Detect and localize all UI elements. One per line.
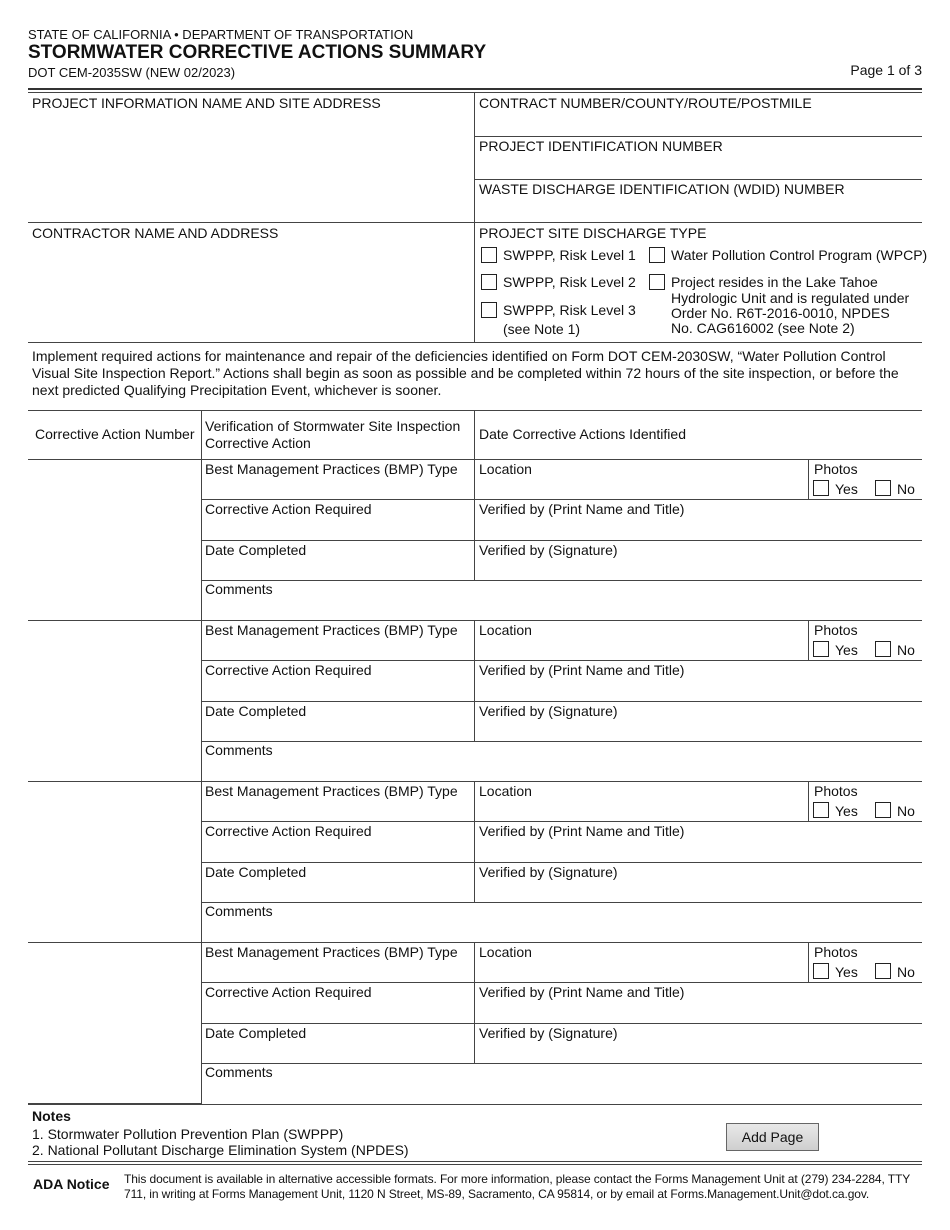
rule — [28, 459, 922, 460]
verified-print-label: Verified by (Print Name and Title) — [479, 501, 685, 517]
bmp-type-label: Best Management Practices (BMP) Type — [205, 944, 458, 960]
rule — [28, 1161, 922, 1162]
rule — [28, 410, 922, 411]
wpcp-checkbox[interactable] — [649, 247, 665, 263]
photos-divider — [808, 781, 809, 821]
photos-yes-checkbox[interactable] — [813, 802, 829, 818]
rule — [201, 862, 922, 863]
verified-signature-label: Verified by (Signature) — [479, 1025, 618, 1041]
action-required-label: Corrective Action Required — [205, 662, 372, 678]
photos-no-label: No — [897, 642, 915, 658]
rule — [201, 821, 922, 822]
photos-no-checkbox[interactable] — [875, 480, 891, 496]
rule — [201, 540, 922, 541]
add-page-button[interactable]: Add Page — [726, 1123, 819, 1151]
column-divider — [474, 459, 475, 580]
photos-label: Photos — [814, 783, 858, 799]
form-number: DOT CEM-2035SW (NEW 02/2023) — [28, 65, 236, 80]
verified-print-label: Verified by (Print Name and Title) — [479, 984, 685, 1000]
action-required-label: Corrective Action Required — [205, 823, 372, 839]
comments-label: Comments — [205, 903, 273, 919]
location-label: Location — [479, 783, 532, 799]
top-rule — [28, 88, 922, 90]
photos-yes-checkbox[interactable] — [813, 480, 829, 496]
photos-no-label: No — [897, 803, 915, 819]
col-date-identified: Date Corrective Actions Identified — [479, 426, 686, 442]
verified-signature-label: Verified by (Signature) — [479, 864, 618, 880]
block-separator — [28, 942, 202, 943]
lake-tahoe-label-line2: Hydrologic Unit and is regulated under — [671, 290, 910, 306]
bmp-type-label: Best Management Practices (BMP) Type — [205, 622, 458, 638]
instructions-paragraph: Implement required actions for maintenance and repair of the deficiencies identified on Form DOT CEM-2030SW, “Water Pollution Control Visual Site Inspection Report.” Actions shall begin as soon as possible and be completed within 72 hours of the site inspection, or before the next predicted Qualifying Precipitation Event, whichever is sooner. — [32, 348, 899, 398]
photos-divider — [808, 620, 809, 660]
photos-no-checkbox[interactable] — [875, 802, 891, 818]
column-divider — [201, 410, 202, 1105]
note-2: 2. National Pollutant Discharge Elimination System (NPDES) — [32, 1142, 409, 1158]
date-completed-label: Date Completed — [205, 542, 307, 558]
lake-tahoe-label-line4: No. CAG616002 (see Note 2) — [671, 320, 855, 336]
lake-tahoe-checkbox[interactable] — [649, 274, 665, 290]
action-required-label: Corrective Action Required — [205, 984, 372, 1000]
project-divider — [474, 92, 475, 342]
ada-notice-text: This document is available in alternative accessible formats. For more information, please contact the Forms Management Unit at (279) 234-2284, TTY 711, in writing at Forms Management Unit, 1120 N Street, MS-89, Sacramento, CA 95814, or by email at Forms.Management.Unit@dot.ca.gov. — [124, 1172, 910, 1201]
location-label: Location — [479, 622, 532, 638]
photos-no-checkbox[interactable] — [875, 641, 891, 657]
verified-print-label: Verified by (Print Name and Title) — [479, 823, 685, 839]
agency-name: STATE OF CALIFORNIA • DEPARTMENT OF TRANSPORTATION — [28, 27, 414, 42]
risk-level-3-checkbox[interactable] — [481, 302, 497, 318]
risk-level-1-label: SWPPP, Risk Level 1 — [503, 247, 636, 263]
rule — [201, 660, 922, 661]
photos-divider — [808, 459, 809, 499]
photos-no-label: No — [897, 481, 915, 497]
photos-yes-label: Yes — [835, 803, 858, 819]
wpcp-label: Water Pollution Control Program (WPCP) — [671, 247, 928, 263]
photos-yes-label: Yes — [835, 481, 858, 497]
comments-label: Comments — [205, 581, 273, 597]
rule — [474, 136, 922, 137]
rule — [201, 701, 922, 702]
rule — [201, 580, 922, 581]
date-completed-label: Date Completed — [205, 703, 307, 719]
date-completed-label: Date Completed — [205, 864, 307, 880]
col-verification-line1: Verification of Stormwater Site Inspection — [205, 418, 461, 434]
risk-level-1-checkbox[interactable] — [481, 247, 497, 263]
comments-label: Comments — [205, 742, 273, 758]
action-required-label: Corrective Action Required — [205, 501, 372, 517]
ada-label: ADA Notice — [33, 1176, 110, 1192]
column-divider — [474, 620, 475, 741]
contractor-label: CONTRACTOR NAME AND ADDRESS — [32, 225, 279, 241]
page-number: Page 1 of 3 — [850, 62, 922, 78]
photos-yes-checkbox[interactable] — [813, 641, 829, 657]
rule — [201, 741, 922, 742]
form-title: STORMWATER CORRECTIVE ACTIONS SUMMARY — [28, 42, 487, 63]
discharge-type-label: PROJECT SITE DISCHARGE TYPE — [479, 225, 707, 241]
top-rule-thin — [28, 92, 922, 93]
block-separator — [28, 620, 202, 621]
rule — [201, 902, 922, 903]
photos-no-checkbox[interactable] — [875, 963, 891, 979]
notes-heading: Notes — [32, 1108, 71, 1124]
photos-yes-label: Yes — [835, 642, 858, 658]
rule — [28, 1104, 922, 1105]
photos-label: Photos — [814, 461, 858, 477]
rule — [28, 1164, 922, 1165]
risk-level-2-checkbox[interactable] — [481, 274, 497, 290]
lake-tahoe-label-line1: Project resides in the Lake Tahoe — [671, 274, 878, 290]
rule — [201, 620, 922, 621]
rule — [201, 499, 922, 500]
rule — [474, 179, 922, 180]
column-divider — [474, 781, 475, 902]
location-label: Location — [479, 944, 532, 960]
bmp-type-label: Best Management Practices (BMP) Type — [205, 461, 458, 477]
contract-number-label: CONTRACT NUMBER/COUNTY/ROUTE/POSTMILE — [479, 95, 812, 111]
rule — [201, 982, 922, 983]
rule — [201, 1063, 922, 1064]
risk-level-3-note: (see Note 1) — [503, 321, 581, 337]
bmp-type-label: Best Management Practices (BMP) Type — [205, 783, 458, 799]
note-1: 1. Stormwater Pollution Prevention Plan (SWPPP) — [32, 1126, 344, 1142]
verified-print-label: Verified by (Print Name and Title) — [479, 662, 685, 678]
photos-no-label: No — [897, 964, 915, 980]
rule — [28, 342, 922, 343]
col-verification-line2: Corrective Action — [205, 435, 311, 451]
wdid-label: WASTE DISCHARGE IDENTIFICATION (WDID) NUMBER — [479, 181, 845, 197]
photos-yes-label: Yes — [835, 964, 858, 980]
risk-level-2-label: SWPPP, Risk Level 2 — [503, 274, 636, 290]
location-label: Location — [479, 461, 532, 477]
risk-level-3-label: SWPPP, Risk Level 3 — [503, 302, 636, 318]
rule — [201, 781, 922, 782]
photos-label: Photos — [814, 622, 858, 638]
verified-signature-label: Verified by (Signature) — [479, 703, 618, 719]
rule — [201, 1023, 922, 1024]
verified-signature-label: Verified by (Signature) — [479, 542, 618, 558]
rule — [28, 222, 922, 223]
photos-label: Photos — [814, 944, 858, 960]
photos-yes-checkbox[interactable] — [813, 963, 829, 979]
photos-divider — [808, 942, 809, 982]
lake-tahoe-label-line3: Order No. R6T-2016-0010, NPDES — [671, 305, 890, 321]
project-info-label: PROJECT INFORMATION NAME AND SITE ADDRESS — [32, 95, 381, 111]
project-id-label: PROJECT IDENTIFICATION NUMBER — [479, 138, 723, 154]
date-completed-label: Date Completed — [205, 1025, 307, 1041]
col-corrective-action-number: Corrective Action Number — [35, 426, 195, 442]
rule — [201, 942, 922, 943]
column-divider — [474, 942, 475, 1063]
column-divider — [474, 410, 475, 459]
block-separator — [28, 781, 202, 782]
comments-label: Comments — [205, 1064, 273, 1080]
